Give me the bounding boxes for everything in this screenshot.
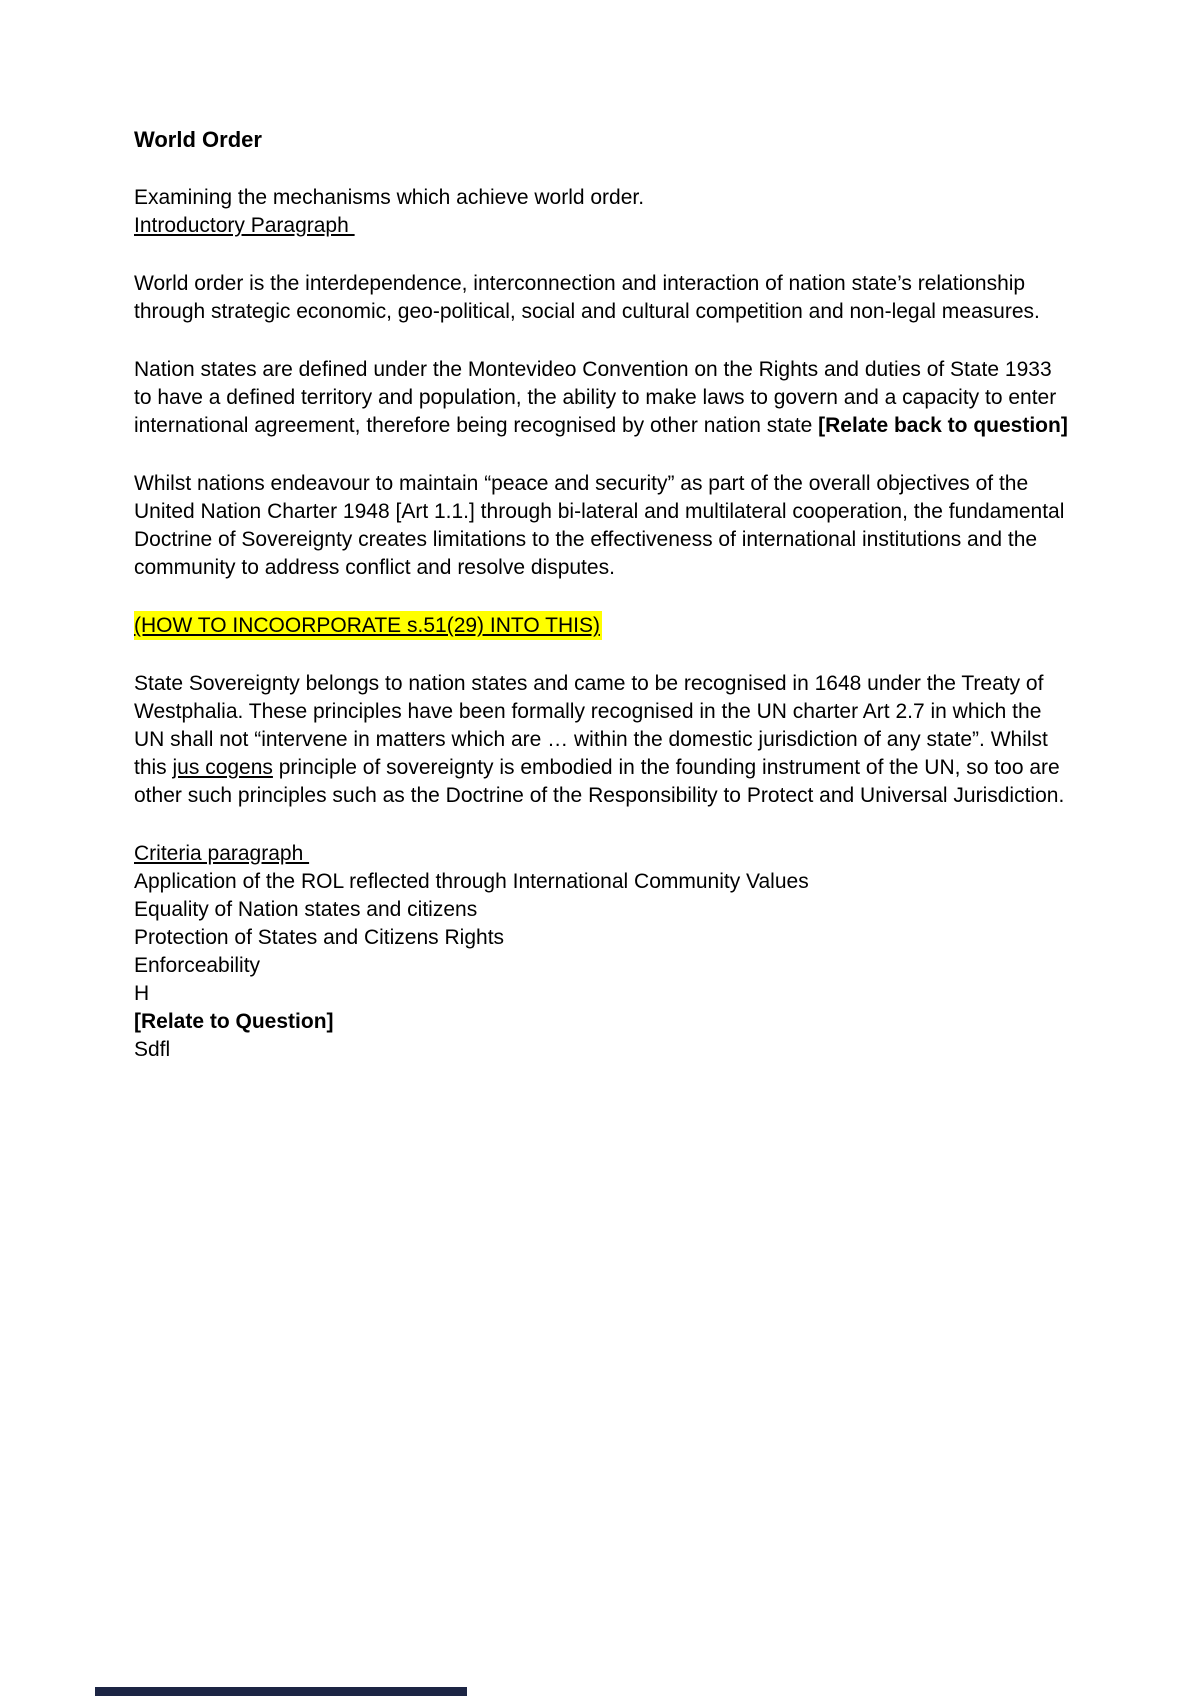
intro-block (134, 184, 1070, 240)
document-title: World Order (134, 127, 262, 152)
criteria-item: Protection of States and Citizens Rights (134, 926, 505, 949)
paragraph-state-sovereignty (134, 670, 1070, 810)
intro-line: Examining the mechanisms which achieve world order. (134, 186, 645, 209)
criteria-item: Application of the ROL reflected through International Community Values (134, 870, 809, 893)
criteria-last-line: Sdfl (134, 1038, 171, 1061)
paragraph-nation-states (134, 356, 1070, 440)
criteria-item: H (134, 982, 150, 1005)
sovereignty-text-post: principle of sovereignty is embodied in the founding instrument of the UN, so too are other such principles such as the Doctrine of the Responsibility to Protect and Universal Jurisdiction. (134, 756, 1065, 807)
sovereignty-text-pre: State Sovereignty belongs to nation states and came to be recognised in 1648 under the Treaty of Westphalia. These principles have been formally recognised in the UN charter Art 2.7 in which the UN shall not “intervene in matters which are … within the domestic jurisdiction of any state”. Whilst this (134, 672, 1048, 779)
criteria-item: Equality of Nation states and citizens (134, 898, 478, 921)
highlight-line (134, 612, 1070, 640)
relate-to-question-note: [Relate to Question] (134, 1010, 334, 1033)
paragraph-nation-states-text: Nation states are defined under the Montevideo Convention on the Rights and duties of State 1933 to have a defined territory and population, the ability to make laws to govern and a capacity to enter international agreement, therefore being recognised by other nation state (134, 358, 1057, 437)
jus-cogens-term: jus cogens (172, 756, 273, 779)
criteria-item: Enforceability (134, 954, 261, 977)
criteria-heading: Criteria paragraph (134, 842, 310, 865)
intro-heading: Introductory Paragraph (134, 214, 355, 237)
criteria-block (134, 840, 1070, 1064)
paragraph-whilst-nations: Whilst nations endeavour to maintain “peace and security” as part of the overall objectives of the United Nation Charter 1948 [Art 1.1.] through bi-lateral and multilateral cooperation, the fundamental Doctrine of Sovereignty creates limitations to the effectiveness of international institutions and the community to address conflict and resolve disputes. (134, 472, 1065, 579)
paragraph-world-order-definition: World order is the interdependence, interconnection and interaction of nation state’s relationship through strategic economic, geo-political, social and cultural competition and non-legal measures. (134, 272, 1040, 323)
highlighted-note: (HOW TO INCOORPORATE s.51(29) INTO THIS) (134, 611, 602, 640)
relate-back-note: [Relate back to question] (818, 414, 1068, 437)
next-page-edge (95, 1687, 467, 1696)
